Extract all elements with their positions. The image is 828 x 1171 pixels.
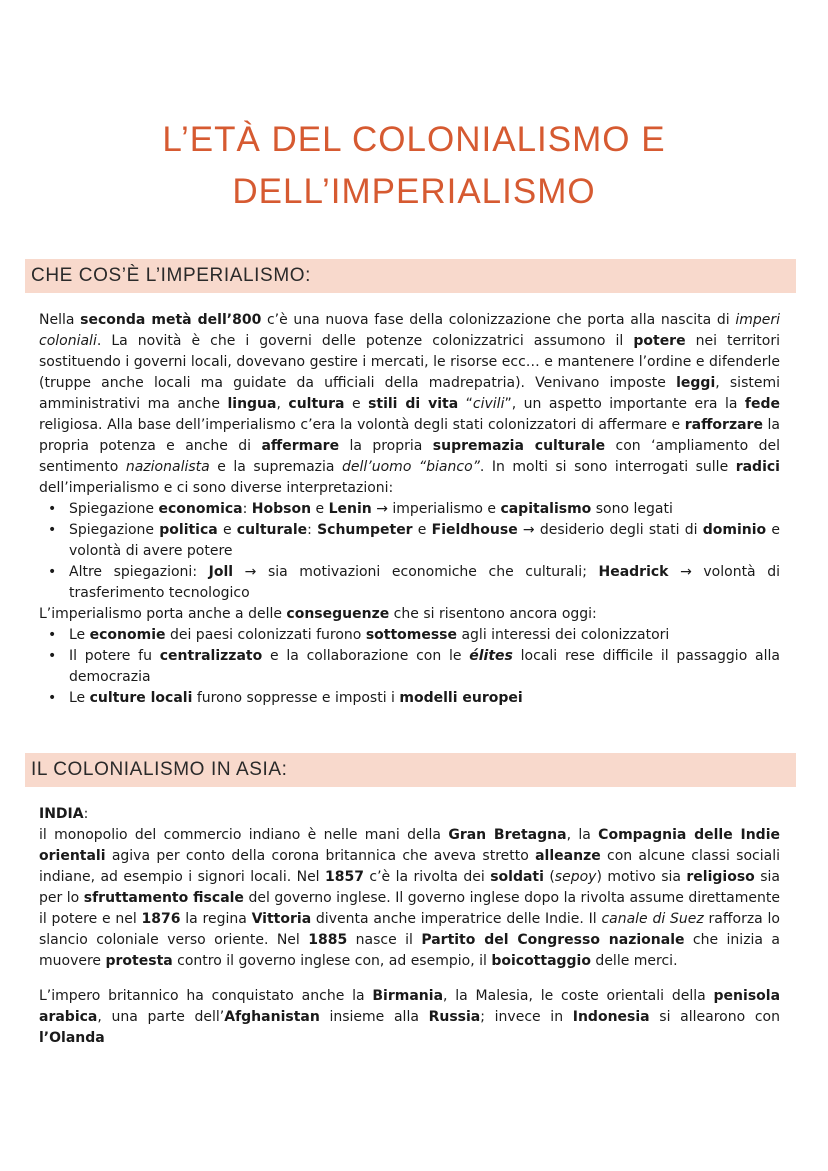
italic-text: sepoy [554, 869, 597, 885]
bold-text: 1876 [141, 911, 181, 927]
emphasis-text: élites [469, 648, 513, 664]
consequences-list [39, 625, 780, 709]
bold-text: boicottaggio [491, 953, 591, 969]
italic-text: imperi coloniali [39, 312, 781, 349]
title-line-1: L’ETÀ DEL COLONIALISMO E [162, 120, 666, 159]
bold-text: Russia [428, 1009, 481, 1025]
bold-text: stili di vita [368, 396, 459, 412]
bold-text: fede [744, 396, 781, 412]
bold-text: cultura [288, 396, 345, 412]
bold-text: Indonesia [572, 1009, 650, 1025]
text-run: L’imperialismo porta anche a delle [39, 606, 287, 622]
italic-text: nazionalista [125, 459, 210, 475]
text-run: Nella [39, 312, 81, 328]
text-run: Spiegazione [69, 522, 160, 538]
text-run: → desiderio degli stati di [517, 522, 703, 538]
text-run: con alcune classi sociali indiane, ad esempio i signori locali. Nel [39, 848, 780, 885]
text-run: e volontà di avere potere [69, 522, 780, 559]
text-run: che si risentono ancora oggi: [389, 606, 597, 622]
bold-text: radici [735, 459, 780, 475]
paragraph-gap [39, 972, 780, 986]
bold-text: l’Olanda [39, 1030, 105, 1046]
text-run: ”, un aspetto importante era la [504, 396, 745, 412]
interpretations-list [39, 499, 780, 604]
bold-text: Birmania [372, 988, 444, 1004]
text-run: e la collaborazione con le [262, 648, 470, 664]
text-run: del governo inglese. Il governo inglese dopo la rivolta assume direttamente il potere e nel [39, 890, 780, 927]
bold-text: Headrick [598, 564, 669, 580]
text-run: , una parte dell’ [97, 1009, 225, 1025]
bold-text: culturale [236, 522, 308, 538]
section-body-asia [39, 804, 780, 1049]
text-run: → sia motivazioni economiche che culturali; [233, 564, 599, 580]
consequences-intro [39, 604, 780, 625]
bold-text: politica [159, 522, 218, 538]
text-run: nei territori sostituendo i governi locali, dovevano gestire i mercati, le risorse ecc… e mantenere l’ordine e difenderle (truppe anche locali ma guidate da ufficiali della madrepatria). Venivano imposte [39, 333, 781, 391]
intro-paragraph [39, 310, 780, 499]
bold-text: rafforzare [684, 417, 763, 433]
bold-text: dominio [702, 522, 767, 538]
text-run: il monopolio del commercio indiano è nelle mani della [39, 827, 449, 843]
bold-text: Compagnia delle Indie orientali [39, 827, 780, 864]
text-run: ; invece in [480, 1009, 573, 1025]
bold-text: modelli europei [399, 690, 523, 706]
bold-text: 1885 [308, 932, 348, 948]
text-run: e [217, 522, 237, 538]
text-run: locali rese difficile il passaggio alla democrazia [69, 648, 780, 685]
text-run: insieme alla [319, 1009, 429, 1025]
text-run: rafforza lo slancio coloniale verso oriente. Nel [39, 911, 780, 948]
list-item [39, 520, 780, 562]
bold-text: soldati [490, 869, 544, 885]
text-run: religiosa. Alla base dell’imperialismo c’era la volontà degli stati colonizzatori di affermare e [39, 417, 685, 433]
text-run: Le [69, 627, 90, 643]
list-item [39, 646, 780, 688]
title-line-2: DELL’IMPERIALISMO [232, 172, 596, 211]
text-run: , [276, 396, 289, 412]
text-run: → imperialismo e [371, 501, 501, 517]
text-run: furono soppresse e imposti i [192, 690, 400, 706]
text-run: agiva per conto della corona britannica che aveva stretto [105, 848, 536, 864]
bold-text: Vittoria [251, 911, 312, 927]
text-run: : [242, 501, 252, 517]
text-run: ( [543, 869, 555, 885]
text-run: con ‘ampliamento del sentimento [39, 438, 780, 475]
text-run: diventa anche imperatrice delle Indie. Il [311, 911, 602, 927]
text-run: nasce il [347, 932, 422, 948]
text-run: → volontà di trasferimento tecnologico [69, 564, 780, 601]
list-item [39, 625, 780, 646]
italic-text: canale di Suez [601, 911, 704, 927]
bold-text: religioso [686, 869, 755, 885]
italic-text: dell’uomo “bianco” [342, 459, 480, 475]
india-paragraph [39, 825, 780, 972]
italic-text: civili [472, 396, 505, 412]
bold-text: Hobson [251, 501, 312, 517]
bold-text: lingua [227, 396, 277, 412]
bold-text: seconda metà dell’800 [80, 312, 262, 328]
bold-text: penisola arabica [39, 988, 781, 1025]
bold-text: supremazia culturale [432, 438, 606, 454]
text-run: e [311, 501, 329, 517]
bold-text: Lenin [328, 501, 372, 517]
text-run: si allearono con [649, 1009, 780, 1025]
text-run: : [307, 522, 318, 538]
text-run: sono legati [591, 501, 673, 517]
text-run: che inizia a muovere [39, 932, 781, 969]
section-heading-asia: IL COLONIALISMO IN ASIA: [25, 753, 796, 787]
bold-text: capitalismo [500, 501, 592, 517]
text-run: la propria [339, 438, 433, 454]
text-run: c’è la rivolta dei [363, 869, 491, 885]
page-title [0, 114, 828, 218]
bold-text: Schumpeter [317, 522, 413, 538]
list-item [39, 688, 780, 709]
text-run: la regina [180, 911, 252, 927]
section-heading-imperialismo: CHE COS’È L’IMPERIALISMO: [25, 259, 796, 293]
bold-text: leggi [676, 375, 716, 391]
bold-text: centralizzato [159, 648, 263, 664]
bold-text: protesta [105, 953, 173, 969]
list-item [39, 562, 780, 604]
text-run: , sistemi amministrativi ma anche [39, 375, 780, 412]
india-subheading [39, 804, 780, 825]
text-run: dei paesi colonizzati furono [165, 627, 366, 643]
text-run: e [344, 396, 369, 412]
text-run: c’è una nuova fase della colonizzazione che porta alla nascita di [261, 312, 736, 328]
bold-text: 1857 [325, 869, 364, 885]
text-run: e [412, 522, 432, 538]
text-run: sia per lo [39, 869, 780, 906]
section-body-imperialismo [39, 310, 780, 709]
text-run: Spiegazione [69, 501, 159, 517]
bold-text: Partito del Congresso nazionale [421, 932, 685, 948]
text-run: agli interessi dei colonizzatori [457, 627, 670, 643]
bold-text: Fieldhouse [431, 522, 518, 538]
bold-text: economica [158, 501, 243, 517]
bold-text [469, 648, 513, 664]
text-run: . In molti si sono interrogati sulle [479, 459, 736, 475]
bold-text: affermare [261, 438, 340, 454]
text-run: Altre spiegazioni: [69, 564, 209, 580]
empire-paragraph [39, 986, 780, 1049]
text-run: Le [69, 690, 90, 706]
text-run: e la supremazia [209, 459, 343, 475]
list-item [39, 499, 780, 520]
india-label-colon: : [83, 806, 89, 822]
bold-text: conseguenze [286, 606, 390, 622]
bold-text: culture locali [89, 690, 193, 706]
india-label: INDIA [39, 806, 84, 822]
text-run: delle merci. [590, 953, 678, 969]
text-run: L’impero britannico ha conquistato anche la [39, 988, 373, 1004]
text-run: . La novità è che i governi delle potenze colonizzatrici assumono il [96, 333, 634, 349]
text-run: dell’imperialismo e ci sono diverse interpretazioni: [39, 480, 394, 496]
bold-text: sfruttamento fiscale [83, 890, 244, 906]
bold-text: alleanze [535, 848, 601, 864]
text-run: ) motivo sia [596, 869, 687, 885]
bold-text: Gran Bretagna [448, 827, 567, 843]
bold-text: Joll [208, 564, 234, 580]
text-run: Il potere fu [69, 648, 160, 664]
bold-text: Afghanistan [224, 1009, 320, 1025]
text-run: contro il governo inglese con, ad esempio, il [172, 953, 492, 969]
text-run: la propria potenza e anche di [39, 417, 780, 454]
text-run: , la [566, 827, 599, 843]
bold-text: sottomesse [365, 627, 458, 643]
bold-text: economie [89, 627, 166, 643]
bold-text: potere [633, 333, 686, 349]
text-run: , la Malesia, le coste orientali della [443, 988, 714, 1004]
text-run: “ [458, 396, 473, 412]
